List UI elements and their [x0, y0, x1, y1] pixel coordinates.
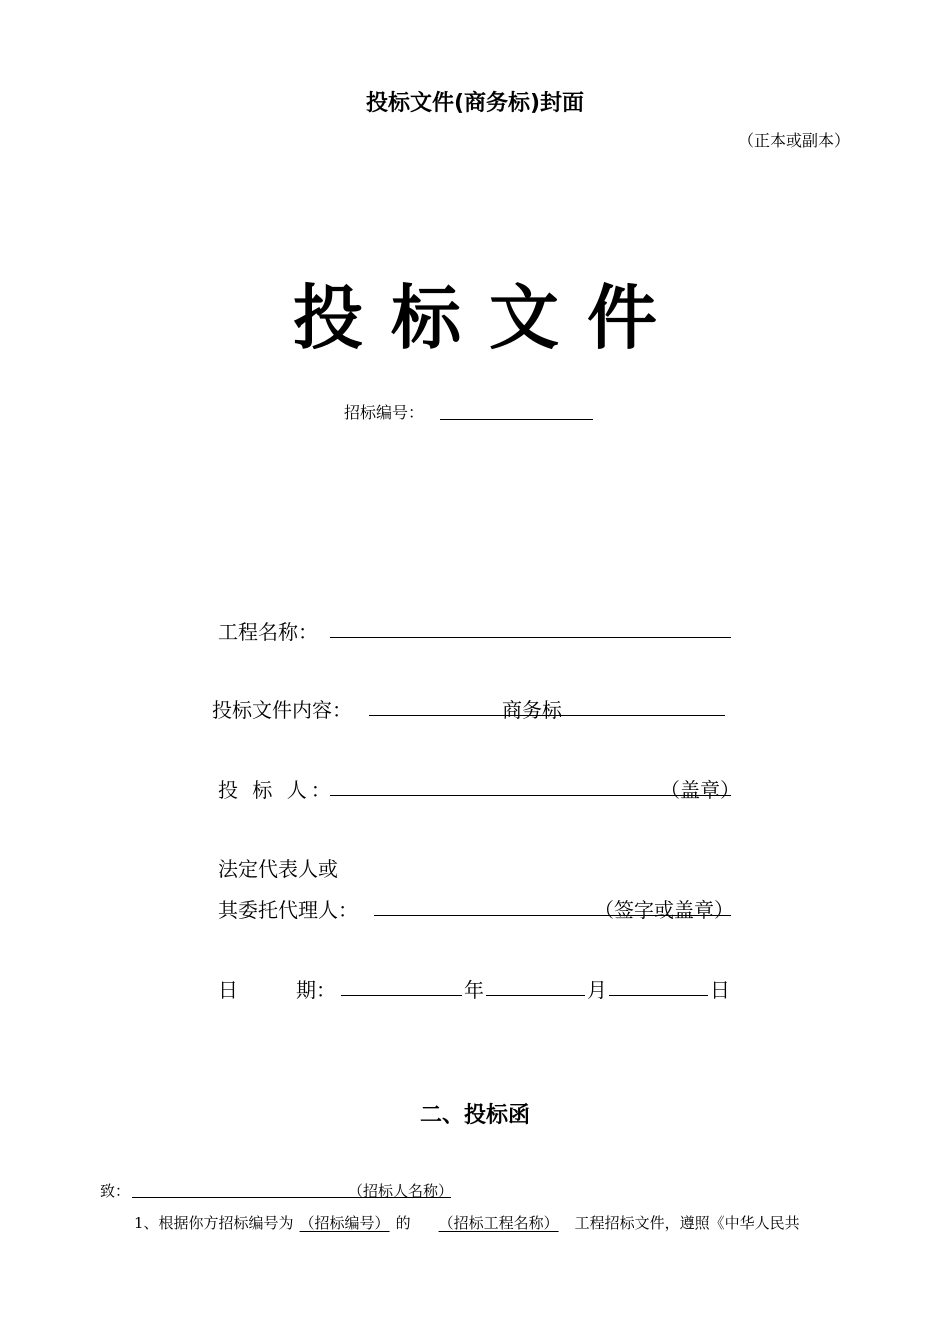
- big-title-char: 投: [293, 277, 363, 359]
- day-label: 日: [710, 978, 730, 1002]
- content-label: 投标文件内容：: [212, 698, 352, 722]
- big-title-char: 标: [391, 277, 461, 359]
- content-value: 商务标: [502, 698, 562, 722]
- to-suffix: （招标人名称）: [348, 1182, 454, 1200]
- year-label: 年: [464, 978, 484, 1002]
- project-name-blank[interactable]: [330, 614, 731, 638]
- rep-label-line1: 法定代表人或: [218, 857, 338, 881]
- to-label: 致：: [100, 1182, 131, 1200]
- rep-label-line2: 其委托代理人：: [218, 898, 358, 922]
- date-label-char: 日: [218, 978, 238, 1002]
- paragraph-1: [134, 1212, 800, 1233]
- cover-title: 投标文件(商务标)封面: [365, 91, 585, 116]
- bidder-label: 投 标 人：: [218, 778, 335, 802]
- bid-no-label: 招标编号：: [344, 403, 425, 422]
- project-name-label: 工程名称：: [218, 620, 318, 644]
- p1-text-a: 1、根据你方招标编号为: [134, 1214, 294, 1232]
- day-blank[interactable]: [609, 972, 708, 996]
- bid-no-blank[interactable]: [440, 400, 593, 420]
- p1-bid-no: （招标编号）: [299, 1214, 390, 1232]
- month-label: 月: [587, 978, 607, 1002]
- year-blank[interactable]: [341, 972, 462, 996]
- rep-sign-note: （签字或盖章）: [594, 898, 734, 922]
- bidder-seal-note: （盖章）: [660, 778, 740, 802]
- date-label-rest: 期：: [296, 978, 336, 1002]
- p1-text-c: 的: [395, 1214, 411, 1232]
- section-heading: 二、投标函: [419, 1103, 530, 1128]
- month-blank[interactable]: [486, 972, 585, 996]
- copy-type-note: （正本或副本）: [737, 131, 850, 150]
- big-title-char: 件: [587, 277, 657, 359]
- p1-text-e: 工程招标文件，遵照《中华人民共: [574, 1214, 800, 1232]
- p1-project-name: （招标工程名称）: [438, 1214, 559, 1232]
- big-title-char: 文: [489, 277, 559, 359]
- big-title: [0, 262, 950, 363]
